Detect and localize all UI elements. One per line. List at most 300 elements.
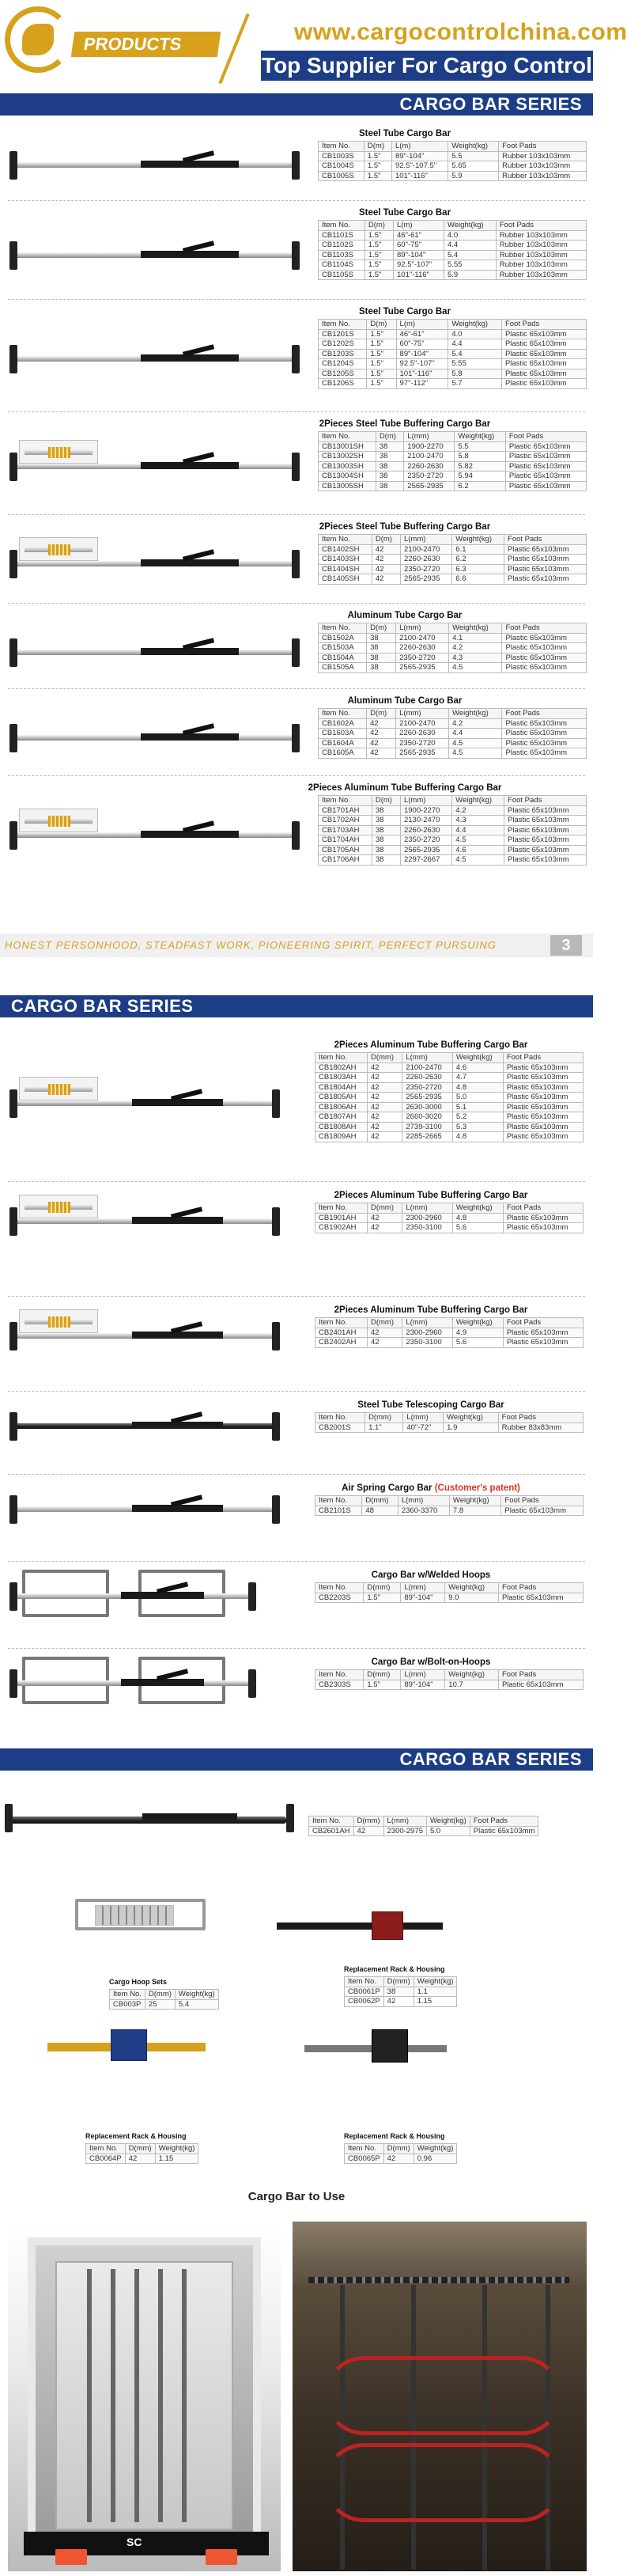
table-cell: Weight(kg) bbox=[452, 1053, 503, 1063]
table-row bbox=[319, 270, 587, 280]
table-cell: Weight(kg) bbox=[452, 535, 504, 545]
table-header-row bbox=[319, 320, 587, 330]
table-cell: CB1804AH bbox=[315, 1082, 368, 1093]
table-cell: Item No. bbox=[315, 1318, 368, 1328]
table-cell: D(m) bbox=[367, 623, 396, 634]
table-header-row bbox=[315, 1203, 584, 1214]
product-title: 2Pieces Steel Tube Buffering Cargo Bar bbox=[319, 522, 491, 532]
table-cell: Plastic 65x103mm bbox=[502, 748, 587, 759]
dragon-logo-icon bbox=[22, 24, 54, 55]
table-cell: Rubber 103x103mm bbox=[499, 151, 587, 161]
table-cell: 1.5" bbox=[364, 1593, 401, 1603]
table-cell: 101"-116" bbox=[394, 270, 444, 280]
ratchet-rack bbox=[141, 648, 239, 655]
table-cell: 38 bbox=[367, 633, 396, 643]
table-cell: Plastic 65x103mm bbox=[505, 472, 586, 482]
table-row bbox=[315, 1328, 584, 1338]
table-cell: 2100-2470 bbox=[396, 718, 449, 729]
foot-pad-icon bbox=[9, 638, 17, 667]
table-cell: 38 bbox=[367, 653, 396, 663]
table-row bbox=[345, 2154, 457, 2164]
table-row bbox=[319, 339, 587, 350]
table-cell: 6.3 bbox=[452, 564, 504, 574]
table-cell: 2350-2720 bbox=[404, 472, 455, 482]
table-row bbox=[315, 1122, 584, 1132]
table-cell: 4.8 bbox=[452, 1132, 503, 1142]
table-cell: Rubber 103x103mm bbox=[496, 241, 586, 251]
table-cell: 42 bbox=[367, 1132, 402, 1142]
table-cell: 5.82 bbox=[455, 461, 506, 472]
table-cell: Item No. bbox=[319, 320, 367, 330]
table-cell: CB1206S bbox=[319, 379, 367, 389]
table-cell: 5.3 bbox=[452, 1122, 503, 1132]
table-cell: 1.1 bbox=[414, 1987, 457, 1997]
table-cell: CB1604A bbox=[319, 738, 367, 748]
table-cell: Weight(kg) bbox=[445, 1670, 499, 1680]
table-cell: 4.4 bbox=[448, 339, 502, 350]
table-cell: Plastic 65x103mm bbox=[505, 441, 586, 452]
table-cell: Plastic 65x103mm bbox=[502, 633, 587, 643]
table-cell: 25 bbox=[145, 1999, 175, 2010]
table-cell: Plastic 65x103mm bbox=[503, 1223, 583, 1233]
table-cell: CB1602A bbox=[319, 718, 367, 729]
table-cell: L(mm) bbox=[401, 1670, 445, 1680]
table-cell: D(mm) bbox=[365, 1413, 403, 1423]
table-cell: Plastic 65x103mm bbox=[504, 574, 587, 585]
table-cell: CB1103S bbox=[319, 250, 365, 260]
table-row bbox=[319, 452, 587, 462]
table-cell: 6.2 bbox=[455, 481, 506, 491]
table-cell: CB1802AH bbox=[315, 1063, 368, 1073]
table-row bbox=[319, 718, 587, 729]
table-cell: 2739-3100 bbox=[402, 1122, 453, 1132]
table-cell: Plastic 65x103mm bbox=[503, 1338, 583, 1348]
foot-pad-icon bbox=[272, 1495, 280, 1524]
table-cell: 42 bbox=[367, 1102, 402, 1112]
table-cell: CB1503A bbox=[319, 643, 367, 653]
table-row bbox=[319, 369, 587, 379]
table-row bbox=[319, 359, 587, 369]
table-cell: Plastic 65x103mm bbox=[503, 1213, 583, 1223]
table-cell: 38 bbox=[376, 441, 403, 452]
table-cell: Weight(kg) bbox=[449, 709, 502, 719]
table-cell: CB1504A bbox=[319, 653, 367, 663]
table-cell: 42 bbox=[372, 574, 400, 585]
table-cell: Plastic 65x103mm bbox=[503, 1102, 583, 1112]
table-header-row bbox=[319, 796, 587, 806]
foot-pad-icon bbox=[9, 453, 17, 481]
table-cell: 10.7 bbox=[445, 1680, 499, 1690]
table-cell: 42 bbox=[383, 1997, 414, 2007]
table-header-row bbox=[309, 1816, 538, 1827]
table-cell: 42 bbox=[367, 1328, 402, 1338]
ratchet-rack bbox=[141, 559, 239, 566]
table-cell: Item No. bbox=[345, 1977, 384, 1987]
table-cell: 38 bbox=[372, 816, 400, 826]
table-cell: Plastic 65x103mm bbox=[501, 379, 586, 389]
table-cell: CB1809AH bbox=[315, 1132, 368, 1142]
housing-image-black bbox=[372, 2029, 408, 2063]
product-title: Aluminum Tube Cargo Bar bbox=[347, 696, 463, 706]
rack3-title: Replacement Rack & Housing bbox=[344, 2132, 445, 2140]
table-cell: 48 bbox=[362, 1506, 398, 1516]
table-cell: L(mm) bbox=[396, 709, 449, 719]
table-cell: Weight(kg) bbox=[175, 1990, 218, 2000]
table-cell: Item No. bbox=[319, 709, 367, 719]
ratchet-rack bbox=[132, 1332, 224, 1339]
table-cell: CB1805AH bbox=[315, 1093, 368, 1103]
table-cell: 1.5" bbox=[364, 270, 393, 280]
table-cell: 92.5"-107.5" bbox=[391, 161, 448, 172]
separator bbox=[8, 1181, 585, 1182]
table-cell: CB1701AH bbox=[319, 805, 372, 816]
table-cell: 60"-75" bbox=[396, 339, 448, 350]
table-row bbox=[319, 161, 587, 172]
table-cell: 38 bbox=[376, 461, 403, 472]
table-row bbox=[319, 643, 587, 653]
table-cell: Plastic 65x103mm bbox=[503, 1328, 583, 1338]
table-cell: Plastic 65x103mm bbox=[505, 452, 586, 462]
table-header-row bbox=[110, 1990, 219, 2000]
table-cell: 1.5" bbox=[367, 339, 396, 350]
product-title: 2Pieces Steel Tube Buffering Cargo Bar bbox=[319, 419, 491, 429]
table-cell: 2297-2667 bbox=[400, 855, 451, 866]
table-cell: CB13003SH bbox=[319, 461, 376, 472]
cargo-bar-use-title: Cargo Bar to Use bbox=[247, 2190, 346, 2203]
table-cell: Plastic 65x103mm bbox=[504, 835, 587, 846]
table-cell: 42 bbox=[367, 748, 396, 759]
product-title-text: 2Pieces Aluminum Tube Buffering Cargo Bar bbox=[334, 1191, 528, 1200]
spring-icon bbox=[48, 447, 70, 458]
table-cell: Weight(kg) bbox=[455, 432, 506, 442]
table-cell: D(m) bbox=[364, 221, 393, 231]
product-title-text: Cargo Bar w/Welded Hoops bbox=[371, 1570, 491, 1580]
table-cell: 1.1" bbox=[365, 1422, 403, 1433]
table-row bbox=[315, 1082, 584, 1093]
foot-pad-icon bbox=[9, 345, 17, 373]
table-cell: Weight(kg) bbox=[426, 1816, 470, 1827]
table-cell: 2100-2470 bbox=[396, 633, 449, 643]
table-cell: Weight(kg) bbox=[452, 1318, 503, 1328]
rack1-title: Replacement Rack & Housing bbox=[344, 1965, 445, 1973]
table-cell: 60"-75" bbox=[394, 241, 444, 251]
table-cell: 42 bbox=[383, 2154, 414, 2164]
separator bbox=[8, 775, 585, 776]
table-cell: 46"-61" bbox=[394, 230, 444, 241]
foot-pad-icon bbox=[292, 345, 300, 373]
table-cell: 4.5 bbox=[449, 663, 502, 673]
series-banner-1: CARGO BAR SERIES bbox=[0, 93, 593, 116]
table-cell: D(m) bbox=[367, 320, 396, 330]
table-cell: 1.5" bbox=[364, 171, 391, 181]
table-cell: Plastic 65x103mm bbox=[504, 544, 587, 555]
table-cell: 42 bbox=[372, 564, 400, 574]
foot-pad-icon bbox=[9, 1582, 17, 1611]
table-cell: L(mm) bbox=[402, 1318, 453, 1328]
table-cell: 4.9 bbox=[452, 1328, 503, 1338]
product-title-text: Air Spring Cargo Bar bbox=[342, 1483, 432, 1493]
table-cell: 4.5 bbox=[449, 748, 502, 759]
spec-table bbox=[318, 534, 587, 585]
table-cell: CB1102S bbox=[319, 241, 365, 251]
table-cell: 42 bbox=[367, 1213, 402, 1223]
product-title: Steel Tube Cargo Bar bbox=[358, 208, 451, 218]
table-row bbox=[345, 1987, 457, 1997]
table-cell: 4.5 bbox=[452, 855, 504, 866]
table-cell: Weight(kg) bbox=[452, 1203, 503, 1214]
separator bbox=[8, 200, 585, 201]
product-title: Steel Tube Cargo Bar bbox=[358, 307, 451, 316]
table-cell: 1.5" bbox=[367, 349, 396, 359]
table-cell: Weight(kg) bbox=[414, 1977, 457, 1987]
table-cell: 1.9 bbox=[444, 1422, 499, 1433]
foot-pad-icon bbox=[9, 241, 17, 270]
foot-pad-icon bbox=[286, 1804, 294, 1832]
table-cell: 2100-2470 bbox=[400, 544, 451, 555]
table-cell: 2350-2720 bbox=[402, 1082, 453, 1093]
table-cell: 2350-3100 bbox=[402, 1223, 453, 1233]
table-cell: Plastic 65x103mm bbox=[501, 329, 586, 339]
table-cell: 42 bbox=[367, 1338, 402, 1348]
table-row bbox=[345, 1997, 457, 2007]
slogan: HONEST PERSONHOOD, STEADFAST WORK, PIONEERING SPIRIT, PERFECT PURSUING bbox=[5, 939, 497, 951]
table-cell: Foot Pads bbox=[503, 1053, 583, 1063]
table-header-row bbox=[319, 535, 587, 545]
rack-image bbox=[277, 1923, 443, 1930]
table-cell: Item No. bbox=[345, 2144, 384, 2154]
table-cell: 4.2 bbox=[449, 643, 502, 653]
table-header-row bbox=[86, 2144, 198, 2154]
table-header-row bbox=[315, 1670, 584, 1680]
table-cell: Item No. bbox=[110, 1990, 145, 2000]
table-cell: 92.5"-107" bbox=[396, 359, 448, 369]
table-row bbox=[309, 1826, 538, 1836]
table-cell: Plastic 65x103mm bbox=[505, 481, 586, 491]
foot-pad-icon bbox=[272, 1412, 280, 1441]
foot-pad-icon bbox=[9, 1495, 17, 1524]
table-cell: 4.4 bbox=[452, 825, 504, 835]
table-cell: 4.7 bbox=[452, 1073, 503, 1083]
spring-icon bbox=[48, 1316, 70, 1328]
ratchet-rack bbox=[142, 1813, 237, 1820]
table-cell: 42 bbox=[367, 1082, 402, 1093]
table-cell: 2565-2935 bbox=[396, 748, 449, 759]
spec-table bbox=[318, 431, 587, 491]
table-cell: Item No. bbox=[319, 623, 367, 634]
table-cell: Foot Pads bbox=[503, 1318, 583, 1328]
table-cell: 9.0 bbox=[445, 1593, 499, 1603]
table-cell: 1.5" bbox=[364, 230, 393, 241]
table-cell: 38 bbox=[376, 452, 403, 462]
table-cell: Foot Pads bbox=[504, 535, 587, 545]
table-header-row bbox=[319, 709, 587, 719]
table-row bbox=[319, 379, 587, 389]
table-cell: Plastic 65x103mm bbox=[501, 369, 586, 379]
table-row bbox=[319, 835, 587, 846]
table-cell: CB1605A bbox=[319, 748, 367, 759]
table-cell: Item No. bbox=[319, 535, 372, 545]
table-cell: 2350-2720 bbox=[396, 653, 449, 663]
table-cell: 1.5" bbox=[367, 369, 396, 379]
table-cell: Weight(kg) bbox=[449, 623, 502, 634]
spec-table-rack1 bbox=[344, 1976, 457, 2007]
table-header-row bbox=[315, 1583, 584, 1593]
table-cell: 4.3 bbox=[452, 816, 504, 826]
product-title bbox=[334, 1305, 528, 1315]
table-cell: 101"-116" bbox=[391, 171, 448, 181]
table-cell: Foot Pads bbox=[498, 1583, 583, 1593]
foot-pad-icon bbox=[9, 1322, 17, 1351]
table-cell: Plastic 65x103mm bbox=[504, 855, 587, 866]
table-cell: 42 bbox=[367, 729, 396, 739]
table-row bbox=[319, 564, 587, 574]
table-cell: CB0064P bbox=[86, 2154, 126, 2164]
products-list-label: PRODUCTS LIST bbox=[71, 32, 221, 57]
foot-pad-icon bbox=[9, 821, 17, 850]
table-row bbox=[319, 349, 587, 359]
table-cell: 42 bbox=[367, 718, 396, 729]
table-cell: 2565-2935 bbox=[402, 1093, 453, 1103]
table-row bbox=[319, 472, 587, 482]
table-row bbox=[319, 544, 587, 555]
foot-pad-icon bbox=[292, 550, 300, 578]
table-cell: Rubber 83x83mm bbox=[498, 1422, 583, 1433]
table-cell: 2360-3370 bbox=[398, 1506, 449, 1516]
table-cell: Plastic 65x103mm bbox=[503, 1093, 583, 1103]
table-cell: CB1005S bbox=[319, 171, 364, 181]
table-cell: CB1101S bbox=[319, 230, 365, 241]
table-cell: Plastic 65x103mm bbox=[502, 643, 587, 653]
spec-table bbox=[318, 623, 587, 673]
hoop-fittings bbox=[95, 1905, 174, 1926]
spec-table bbox=[318, 708, 587, 759]
table-cell: 2565-2935 bbox=[396, 663, 449, 673]
table-row bbox=[319, 260, 587, 271]
table-cell: CB1808AH bbox=[315, 1122, 368, 1132]
table-cell: CB1703AH bbox=[319, 825, 372, 835]
table-cell: Plastic 65x103mm bbox=[498, 1680, 583, 1690]
table-row bbox=[315, 1213, 584, 1223]
table-cell: Plastic 65x103mm bbox=[502, 663, 587, 673]
product-title: Steel Tube Cargo Bar bbox=[358, 129, 451, 138]
table-cell: Plastic 65x103mm bbox=[504, 564, 587, 574]
table-cell: 2350-2720 bbox=[400, 564, 451, 574]
table-header-row bbox=[319, 142, 587, 152]
table-row bbox=[319, 825, 587, 835]
table-cell: L(m) bbox=[396, 320, 448, 330]
table-cell: D(m) bbox=[372, 535, 400, 545]
table-cell: Plastic 65x103mm bbox=[470, 1826, 538, 1836]
table-cell: CB0062P bbox=[345, 1997, 384, 2007]
table-cell: 5.65 bbox=[448, 161, 499, 172]
table-cell: 4.2 bbox=[449, 718, 502, 729]
spec-table bbox=[318, 220, 587, 280]
table-row bbox=[319, 663, 587, 673]
table-row bbox=[319, 633, 587, 643]
table-cell: 5.7 bbox=[448, 379, 502, 389]
table-cell: 5.4 bbox=[448, 349, 502, 359]
table-cell: Plastic 65x103mm bbox=[502, 718, 587, 729]
table-cell: 1.5" bbox=[364, 241, 393, 251]
table-row bbox=[315, 1063, 584, 1073]
table-cell: Weight(kg) bbox=[445, 1583, 499, 1593]
spring-icon bbox=[48, 1202, 70, 1213]
ratchet-rack bbox=[141, 354, 239, 362]
product-title bbox=[357, 1400, 504, 1410]
table-cell: 42 bbox=[353, 1826, 383, 1836]
table-cell: Plastic 65x103mm bbox=[505, 461, 586, 472]
table-cell: CB1403SH bbox=[319, 555, 372, 565]
product-title bbox=[372, 1570, 491, 1580]
table-cell: 5.55 bbox=[444, 260, 496, 271]
table-cell: D(mm) bbox=[364, 1583, 401, 1593]
table-cell: CB2303S bbox=[315, 1680, 364, 1690]
table-cell: CB2101S bbox=[315, 1506, 362, 1516]
divider bbox=[218, 13, 249, 85]
product-title: 2Pieces Aluminum Tube Buffering Cargo Bar bbox=[308, 783, 502, 793]
table-cell: L(m) bbox=[394, 221, 444, 231]
table-cell: D(m) bbox=[364, 142, 391, 152]
table-cell: 5.6 bbox=[452, 1223, 503, 1233]
separator bbox=[8, 411, 585, 412]
table-cell: 42 bbox=[367, 1063, 402, 1073]
table-cell: Weight(kg) bbox=[414, 2144, 457, 2154]
table-cell: 7.8 bbox=[449, 1506, 500, 1516]
ratchet-rack bbox=[141, 733, 239, 741]
table-cell: 5.6 bbox=[452, 1338, 503, 1348]
table-cell: L(mm) bbox=[402, 1053, 453, 1063]
separator bbox=[8, 299, 585, 300]
table-cell: CB13002SH bbox=[319, 452, 376, 462]
table-cell: 42 bbox=[367, 738, 396, 748]
table-cell: 40"-72" bbox=[403, 1422, 444, 1433]
table-cell: Foot Pads bbox=[505, 432, 586, 442]
table-cell: CB1807AH bbox=[315, 1112, 368, 1123]
table-row bbox=[319, 250, 587, 260]
table-cell: 5.5 bbox=[455, 441, 506, 452]
website-link[interactable]: www.cargocontrolchina.com bbox=[294, 19, 627, 45]
table-cell: D(mm) bbox=[367, 1318, 402, 1328]
table-cell: 38 bbox=[372, 845, 400, 855]
product-title-text: 2Pieces Aluminum Tube Buffering Cargo Bar bbox=[334, 1040, 528, 1050]
table-cell: L(mm) bbox=[398, 1496, 449, 1506]
table-row bbox=[319, 845, 587, 855]
table-cell: 89"-104" bbox=[396, 349, 448, 359]
buffer-spring-inset bbox=[19, 1309, 98, 1333]
ratchet-rack bbox=[141, 831, 239, 838]
table-cell: 38 bbox=[372, 825, 400, 835]
table-cell: 2350-3100 bbox=[402, 1338, 453, 1348]
table-cell: Rubber 103x103mm bbox=[499, 161, 587, 172]
table-row bbox=[319, 805, 587, 816]
table-cell: CB1201S bbox=[319, 329, 367, 339]
ratchet-rack bbox=[141, 161, 239, 168]
separator bbox=[8, 688, 585, 689]
table-cell: Rubber 103x103mm bbox=[496, 250, 586, 260]
separator bbox=[8, 1561, 585, 1562]
table-cell: 2300-2960 bbox=[402, 1328, 453, 1338]
table-cell: 38 bbox=[383, 1987, 414, 1997]
foot-pad-icon bbox=[292, 821, 300, 850]
table-cell: D(mm) bbox=[367, 1203, 402, 1214]
table-row bbox=[319, 171, 587, 181]
table-cell: Weight(kg) bbox=[448, 142, 499, 152]
table-cell: Item No. bbox=[315, 1670, 364, 1680]
page-header bbox=[0, 0, 627, 93]
table-cell: 38 bbox=[367, 663, 396, 673]
table-cell: CB1704AH bbox=[319, 835, 372, 846]
table-cell: 42 bbox=[367, 1093, 402, 1103]
